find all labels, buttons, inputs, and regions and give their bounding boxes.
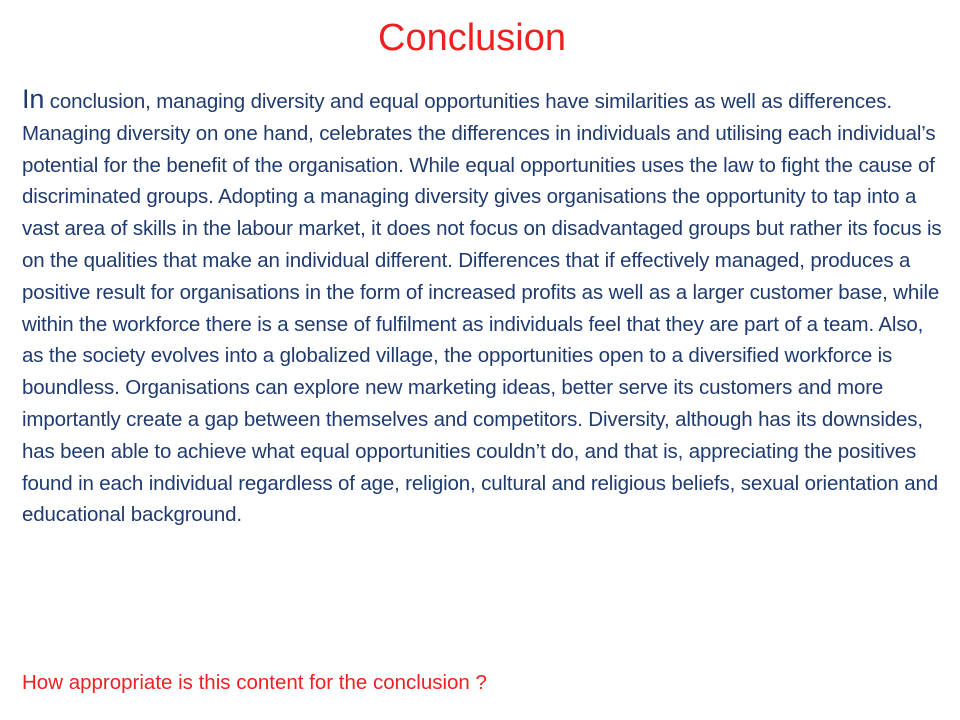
body-text: conclusion, managing diversity and equal opportunities have similarities as well as differences. Managing diversity on one hand, celebrates the differences in individuals and utilising each individual’s potential for the benefit of the organisation. While equal opportunities uses the law to fight the cause of discriminated groups. Adopting a managing diversity gives organisations the opportunity to tap into a vast area of skills in the labour market, it does not focus on disadvantaged groups but rather its focus is on the qualities that make an individual different. Differences that if effectively managed, produces a positive result for organisations in the form of increased profits as well as a larger customer base, while within the workforce there is a sense of fulfilment as individuals feel that they are part of a team. Also, as the society evolves into a globalized village, the opportunities open to a diversified workforce is boundless. Organisations can explore new marketing ideas, better serve its customers and more importantly create a gap between themselves and competitors. Diversity, although has its downsides, has been able to achieve what equal opportunities couldn’t do, and that is, appreciating the positives found in each individual regardless of age, religion, cultural and religious beliefs, sexual orientation and educational background.: [22, 90, 942, 527]
review-question: How appropriate is this content for the conclusion ?: [22, 671, 487, 694]
body-lead-in: In: [22, 84, 45, 114]
body-paragraph: [22, 84, 946, 531]
slide-title: Conclusion: [378, 17, 566, 59]
